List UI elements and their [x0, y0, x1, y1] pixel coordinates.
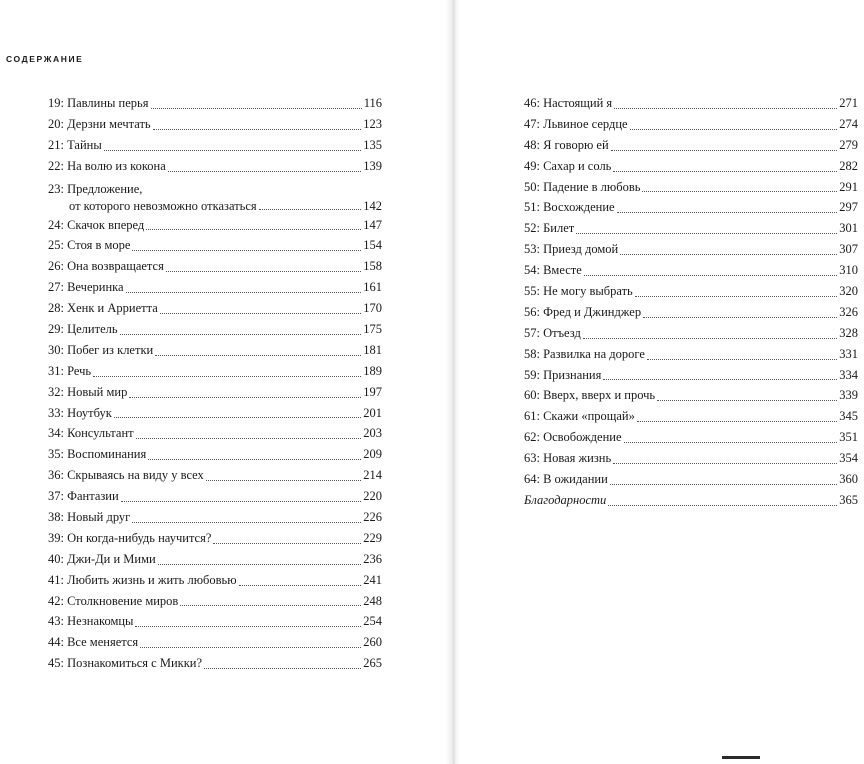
dot-leader: [104, 149, 362, 151]
toc-entry-title-text: 23: Предложение,: [48, 181, 143, 196]
toc-entry: [48, 114, 382, 135]
toc-entry-title: [524, 323, 581, 344]
toc-entry-page-number: 282: [839, 158, 858, 173]
toc-entry-title-text: 32: Новый мир: [48, 384, 128, 399]
dot-leader: [620, 253, 837, 255]
dot-leader: [657, 399, 837, 401]
toc-entry-title-text: 44: Все меняется: [48, 635, 139, 650]
toc-entry-title-text: 42: Столкновение миров: [48, 593, 179, 608]
toc-entry-title-text: 43: Незнакомцы: [48, 614, 134, 629]
toc-entry-page-number: 241: [363, 572, 382, 587]
toc-entry-page-number: 170: [363, 301, 382, 316]
toc-entry-title-text: 19: Павлины перья: [48, 95, 149, 110]
toc-entry-title-text: 21: Тайны: [48, 137, 102, 152]
toc-entry-page-number: 226: [363, 510, 382, 525]
toc-entry: [524, 365, 858, 386]
toc-entry-title-text: 35: Воспоминания: [48, 447, 147, 462]
toc-entry: [524, 177, 858, 198]
toc-entry-title: [48, 486, 119, 507]
toc-entry-title-text: 27: Вечеринка: [48, 280, 124, 295]
toc-entry-page-number: 147: [363, 217, 382, 232]
toc-entry: [48, 507, 382, 528]
toc-entry: [524, 344, 858, 365]
toc-entry-title: [48, 298, 158, 319]
toc-right-column: [524, 93, 858, 511]
toc-entry-page-number: 197: [363, 384, 382, 399]
toc-entry-title: [48, 632, 138, 653]
dot-leader: [239, 584, 362, 586]
toc-entry-title: [524, 156, 611, 177]
toc-entry-title-text: 40: Джи-Ди и Мими: [48, 551, 156, 566]
toc-left-column: [48, 93, 382, 674]
toc-entry-page-number: 161: [363, 280, 382, 295]
toc-entry-title: [48, 549, 156, 570]
toc-entry: [48, 277, 382, 298]
toc-entry-title-text: 58: Развилка на дороге: [524, 346, 645, 361]
dot-leader: [617, 211, 838, 213]
dot-leader: [583, 337, 837, 339]
toc-entry-page-number: 260: [363, 635, 382, 650]
toc-entry-page-number: 271: [839, 95, 858, 110]
dot-leader: [206, 479, 361, 481]
toc-entry-title-text: 41: Любить жизнь и жить любовью: [48, 572, 237, 587]
toc-entry: [48, 256, 382, 277]
toc-entry-page-number: 203: [363, 426, 382, 441]
dot-leader: [120, 333, 362, 335]
dot-leader: [93, 375, 361, 377]
toc-entry-page-number: 209: [363, 447, 382, 462]
toc-entry-title: [48, 256, 164, 277]
toc-entry-title-text: 37: Фантазии: [48, 489, 119, 504]
toc-entry-page-number: 229: [363, 530, 382, 545]
toc-entry-page-number: 123: [363, 116, 382, 131]
toc-entry-page-number: 158: [363, 259, 382, 274]
toc-entry: [48, 632, 382, 653]
toc-entry-page-number: 154: [363, 238, 382, 253]
toc-entry-title: [524, 93, 612, 114]
toc-entry: [524, 302, 858, 323]
toc-entry-page-number: 214: [363, 468, 382, 483]
toc-entry-page-number: 135: [363, 137, 382, 152]
toc-entry-title: [524, 302, 641, 323]
toc-entry-title: [524, 197, 615, 218]
toc-entry-page-number: 320: [839, 284, 858, 298]
toc-entry-page-number: 301: [839, 221, 858, 236]
toc-entry: [48, 361, 382, 382]
toc-entry-page-number: 116: [363, 95, 382, 110]
toc-entry-title-text: 48: Я говорю ей: [524, 137, 609, 152]
dot-leader: [160, 312, 361, 314]
toc-entry: [48, 486, 382, 507]
dot-leader: [140, 646, 361, 648]
dot-leader: [647, 358, 837, 360]
toc-entry-title: [48, 215, 144, 236]
toc-entry: [524, 281, 858, 302]
toc-entry-title-text: 64: В ожидании: [524, 472, 608, 487]
toc-entry: [48, 382, 382, 403]
toc-entry-title: [48, 114, 151, 135]
dot-leader: [166, 270, 361, 272]
toc-entry-title: [48, 382, 127, 403]
toc-entry-page-number: 345: [839, 409, 858, 424]
toc-entry-title: [524, 365, 601, 386]
toc-entry-title: [524, 135, 609, 156]
toc-entry-title-text: 59: Признания: [524, 367, 602, 382]
toc-entry-title: [524, 260, 582, 281]
toc-entry: [524, 260, 858, 281]
toc-entry: [48, 177, 382, 215]
toc-entry: [524, 469, 858, 490]
toc-entry: [48, 591, 382, 612]
toc-entry: [48, 528, 382, 549]
page-edge-mark: [722, 756, 760, 759]
toc-entry: [524, 93, 858, 114]
toc-entry: [524, 135, 858, 156]
toc-entry-title-text: 33: Ноутбук: [48, 405, 112, 420]
toc-entry-title-text: 30: Побег из клетки: [48, 342, 154, 357]
toc-entry-page-number: 360: [839, 472, 858, 487]
toc-entry: [524, 114, 858, 135]
dot-leader: [136, 437, 362, 439]
dot-leader: [614, 107, 837, 109]
toc-entry-page-number: 248: [363, 593, 382, 608]
dot-leader: [168, 170, 361, 172]
toc-entry-title: [524, 177, 640, 198]
toc-entry-page-number: 334: [839, 367, 858, 382]
toc-entry-title-text: 45: Познакомиться с Микки?: [48, 656, 203, 671]
toc-entry: [48, 235, 382, 256]
toc-entry: [524, 156, 858, 177]
toc-entry-title: [524, 448, 611, 469]
toc-entry-title-text: 47: Львиное сердце: [524, 116, 628, 131]
toc-entry-page-number: 175: [363, 322, 382, 336]
toc-entry-title: [48, 528, 211, 549]
dot-leader: [146, 228, 361, 230]
toc-entry: [48, 465, 382, 486]
toc-entry: [48, 653, 382, 674]
dot-leader: [608, 504, 837, 506]
dot-leader: [129, 396, 361, 398]
toc-entry-title-text: 62: Освобождение: [524, 430, 622, 445]
toc-entry-page-number: 326: [839, 304, 858, 319]
toc-entry-page-number: 254: [363, 614, 382, 629]
toc-entry-title: [524, 239, 618, 260]
toc-entry-title: [48, 156, 166, 177]
toc-entry-title: [48, 653, 202, 674]
toc-entry-page-number: 365: [839, 492, 858, 507]
toc-entry-title-text: Благодарности: [524, 492, 607, 507]
toc-entry-page-number: 351: [839, 430, 858, 445]
dot-leader: [114, 416, 361, 418]
dot-leader: [153, 128, 362, 130]
toc-entry: [48, 611, 382, 632]
book-gutter: [446, 0, 460, 764]
toc-entry: [48, 403, 382, 424]
toc-entry-title-text: 26: Она возвращается: [48, 259, 164, 274]
toc-entry-title: [48, 319, 118, 340]
toc-entry: [524, 218, 858, 239]
toc-entry-title-text: 61: Скажи «прощай»: [524, 409, 635, 424]
toc-entry-title-text: 54: Вместе: [524, 263, 582, 278]
dot-leader: [204, 667, 361, 669]
toc-entry-title-text: 22: На волю из кокона: [48, 158, 166, 173]
toc-entry-title: [48, 611, 133, 632]
toc-entry-title: [48, 570, 237, 591]
toc-entry-page-number: 354: [839, 451, 858, 466]
dot-leader: [132, 249, 361, 251]
toc-entry-title: [524, 490, 606, 511]
dot-leader: [630, 128, 838, 130]
toc-entry-title-text: 63: Новая жизнь: [524, 451, 612, 466]
toc-entry: [48, 340, 382, 361]
toc-entry-title: [524, 427, 622, 448]
dot-leader: [158, 563, 362, 565]
dot-leader: [126, 291, 362, 293]
toc-entry-title-text: 39: Он когда-нибудь научится?: [48, 530, 212, 545]
toc-entry-title-continuation: от которого невозможно отказаться: [69, 198, 257, 213]
toc-entry: [48, 215, 382, 236]
toc-entry-title-text: 49: Сахар и соль: [524, 158, 612, 173]
toc-entry: [524, 197, 858, 218]
toc-entry-title: [48, 181, 257, 215]
toc-entry-title: [524, 281, 633, 302]
dot-leader: [637, 420, 837, 422]
dot-leader: [135, 625, 361, 627]
toc-entry: [524, 406, 858, 427]
toc-entry-title-text: 53: Приезд домой: [524, 242, 619, 257]
dot-leader: [151, 107, 362, 109]
toc-entry-page-number: 310: [839, 263, 858, 278]
toc-entry-title: [48, 444, 146, 465]
dot-leader: [584, 274, 837, 276]
toc-entry-title-text: 38: Новый друг: [48, 510, 131, 525]
toc-entry-title-text: 25: Стоя в море: [48, 238, 131, 253]
toc-entry: [524, 239, 858, 260]
dot-leader: [603, 378, 837, 380]
toc-entry: [48, 549, 382, 570]
toc-entry-title: [48, 591, 178, 612]
toc-entry-title-text: 56: Фред и Джинджер: [524, 304, 642, 319]
toc-entry-title: [48, 361, 91, 382]
toc-entry-title: [48, 340, 153, 361]
toc-entry-page-number: 339: [839, 388, 858, 403]
dot-leader: [213, 542, 361, 544]
toc-entry-page-number: 274: [839, 116, 858, 131]
toc-entry-page-number: 265: [363, 656, 382, 671]
toc-entry-title: [48, 135, 102, 156]
toc-entry-page-number: 279: [839, 137, 858, 152]
toc-entry-title-text: 52: Билет: [524, 221, 575, 236]
toc-entry-title: [48, 277, 124, 298]
toc-entry-page-number: 139: [363, 158, 382, 173]
dot-leader: [180, 604, 361, 606]
dot-leader: [121, 500, 362, 502]
toc-entry-title-text: 24: Скачок вперед: [48, 217, 145, 232]
toc-entry-title: [524, 218, 574, 239]
dot-leader: [642, 190, 837, 192]
toc-entry: [48, 135, 382, 156]
dot-leader: [148, 458, 361, 460]
toc-entry-title: [524, 114, 628, 135]
dot-leader: [635, 295, 837, 297]
toc-entry-title-text: 51: Восхождение: [524, 200, 615, 215]
toc-entry-title-text: 34: Консультант: [48, 426, 134, 441]
toc-entry-title: [524, 469, 608, 490]
toc-entry-title-text: 50: Падение в любовь: [524, 179, 641, 194]
toc-entry: [524, 490, 858, 511]
toc-entry-page-number: 142: [363, 198, 382, 213]
toc-entry-page-number: 307: [839, 242, 858, 257]
toc-entry-title-text: 29: Целитель: [48, 322, 118, 336]
dot-leader: [624, 441, 838, 443]
toc-entry-title-text: 36: Скрываясь на виду у всех: [48, 468, 204, 483]
dot-leader: [155, 354, 361, 356]
toc-entry: [524, 385, 858, 406]
toc-entry-title-text: 46: Настоящий я: [524, 95, 613, 110]
dot-leader: [132, 521, 361, 523]
toc-heading: СОДЕРЖАНИЕ: [6, 54, 84, 64]
toc-entry-page-number: 291: [839, 179, 858, 194]
toc-entry-title: [48, 423, 134, 444]
toc-entry-page-number: 297: [839, 200, 858, 215]
dot-leader: [611, 149, 838, 151]
dot-leader: [643, 316, 837, 318]
dot-leader: [613, 170, 837, 172]
toc-entry-title: [524, 344, 645, 365]
toc-entry-title: [48, 93, 149, 114]
toc-entry-title: [524, 385, 655, 406]
toc-entry-page-number: 331: [839, 346, 858, 361]
toc-entry-title-text: 60: Вверх, вверх и прочь: [524, 388, 656, 403]
toc-entry: [48, 156, 382, 177]
toc-entry-page-number: 328: [839, 325, 858, 340]
toc-entry-page-number: 220: [363, 489, 382, 504]
toc-entry-page-number: 201: [363, 405, 382, 420]
toc-entry-title-text: 31: Речь: [48, 363, 92, 378]
toc-entry-title: [48, 235, 130, 256]
toc-entry: [524, 448, 858, 469]
toc-entry-title: [524, 406, 635, 427]
toc-entry: [48, 423, 382, 444]
toc-entry-title-text: 55: Не могу выбрать: [524, 284, 633, 298]
toc-entry-title-text: 57: Отъезд: [524, 325, 581, 340]
toc-entry: [48, 93, 382, 114]
toc-entry: [524, 427, 858, 448]
dot-leader: [259, 208, 362, 210]
toc-entry-title: [48, 507, 130, 528]
toc-entry-page-number: 189: [363, 363, 382, 378]
toc-entry-title: [48, 403, 112, 424]
toc-entry-page-number: 236: [363, 551, 382, 566]
toc-entry-title-text: 28: Хенк и Арриетта: [48, 301, 158, 316]
dot-leader: [610, 483, 837, 485]
toc-entry: [48, 444, 382, 465]
toc-entry: [48, 298, 382, 319]
dot-leader: [576, 232, 837, 234]
toc-entry-title-text: 20: Дерзни мечтать: [48, 116, 151, 131]
dot-leader: [613, 462, 837, 464]
toc-entry: [524, 323, 858, 344]
toc-entry: [48, 319, 382, 340]
toc-entry-title: [48, 465, 204, 486]
toc-entry-page-number: 181: [363, 342, 382, 357]
toc-entry: [48, 570, 382, 591]
